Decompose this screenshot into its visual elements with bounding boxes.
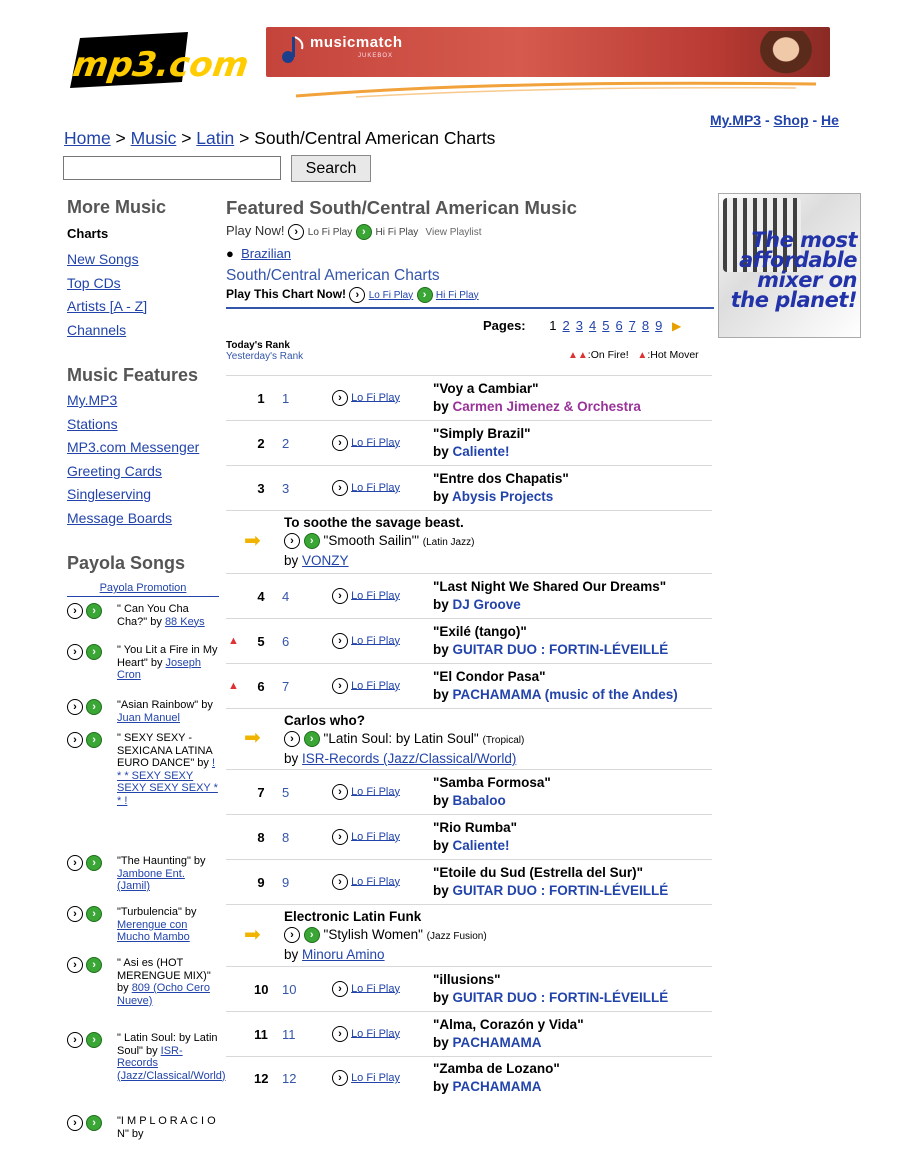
yesterday-rank: 2 xyxy=(282,435,290,451)
lofi-play-link[interactable]: Lo Fi Play xyxy=(351,679,400,692)
by-label: by xyxy=(433,641,449,657)
payola-artist-link[interactable]: 809 (Ocho Cero Nueve) xyxy=(117,982,210,1007)
today-rank: 4 xyxy=(257,588,265,604)
payola-item xyxy=(67,957,219,1027)
payola-artist-link[interactable]: Joseph Cron xyxy=(117,656,202,681)
hot-mover-icon: ▲ xyxy=(228,679,239,692)
lofi-play-link[interactable]: Lo Fi Play xyxy=(351,589,400,602)
hifi-play-icon[interactable]: › xyxy=(417,287,433,303)
today-rank: 8 xyxy=(257,829,265,845)
pagination xyxy=(483,318,681,333)
payola-item xyxy=(67,699,219,727)
payola-song: " SEXY SEXY - SEXICANA LATINA EURO DANCE" by xyxy=(117,732,213,769)
breadcrumb-current: South/Central American Charts xyxy=(254,128,496,148)
promo-title: To soothe the savage beast. xyxy=(284,515,464,530)
promo-row xyxy=(226,904,712,966)
play-icon[interactable]: › xyxy=(332,829,348,845)
play-icon[interactable]: › xyxy=(67,957,83,973)
by-label: by xyxy=(433,488,449,504)
banner-photo xyxy=(756,31,816,77)
on-fire-icon: ▲▲ xyxy=(568,350,588,361)
genre-bullet: ● Brazilian xyxy=(226,245,291,261)
top-link-help[interactable]: He xyxy=(821,112,839,128)
payola-promotion-link[interactable]: Payola Promotion xyxy=(99,582,187,594)
promo-title: Carlos who? xyxy=(284,713,366,728)
hifi-play-icon[interactable]: › xyxy=(86,957,102,973)
chart-row xyxy=(226,465,712,510)
sidebar-link-mymp3[interactable]: My.MP3 xyxy=(67,392,118,408)
by-label: by xyxy=(433,1079,449,1094)
chart-hifi-link[interactable]: Hi Fi Play xyxy=(435,289,479,301)
sidebar-link-message-boards[interactable]: Message Boards xyxy=(67,509,173,526)
hifi-play-icon[interactable]: › xyxy=(304,533,320,549)
hifi-play-icon[interactable]: › xyxy=(86,644,102,660)
search-button[interactable]: Search xyxy=(291,155,371,182)
promo-by: by xyxy=(284,751,299,766)
page-number[interactable]: 5 xyxy=(602,318,610,333)
payola-song: " Latin Soul: by Latin Soul" by xyxy=(117,1032,218,1057)
lofi-play-link[interactable]: Lo Fi Play xyxy=(351,875,400,888)
page-number[interactable]: 3 xyxy=(575,318,583,333)
today-rank: 1 xyxy=(257,390,265,406)
today-rank: 3 xyxy=(257,480,265,496)
play-icon[interactable]: › xyxy=(284,927,300,943)
play-icon[interactable]: › xyxy=(284,533,300,549)
artist-link[interactable]: PACHAMAMA xyxy=(452,1079,542,1094)
payola-song: " Asi es (HOT MERENGUE MIX)" by xyxy=(117,957,211,994)
song-title: "Entre dos Chapatis" xyxy=(433,470,569,486)
yesterday-rank: 12 xyxy=(282,1071,297,1086)
top-link-shop[interactable]: Shop xyxy=(773,112,809,128)
artist-link[interactable]: GUITAR DUO : FORTIN-LÉVEILLÉ xyxy=(452,882,669,898)
main-content xyxy=(226,197,714,309)
payola-item xyxy=(67,1032,226,1110)
artist-link[interactable]: GUITAR DUO : FORTIN-LÉVEILLÉ xyxy=(452,641,669,657)
promo-arrow-icon: ➡ xyxy=(244,727,261,749)
featured-play-row xyxy=(226,223,714,240)
artist-link[interactable]: Abysis Projects xyxy=(452,488,554,504)
page-number[interactable]: 7 xyxy=(628,318,636,333)
sidebar-link-channels[interactable]: Channels xyxy=(67,321,127,338)
chart-lofi-link[interactable]: Lo Fi Play xyxy=(368,289,414,301)
lofi-play-link[interactable]: Lo Fi Play xyxy=(351,634,400,647)
payola-item xyxy=(67,855,219,901)
song-title: "Zamba de Lozano" xyxy=(433,1061,560,1076)
play-icon[interactable]: › xyxy=(332,588,348,604)
payola-heading: Payola Songs xyxy=(67,553,186,573)
promo-artist-link[interactable]: Minoru Amino xyxy=(302,947,385,962)
artist-link[interactable]: PACHAMAMA (music of the Andes) xyxy=(452,686,678,702)
song-title: "illusions" xyxy=(433,971,501,987)
charts-heading: South/Central American Charts xyxy=(226,266,440,284)
sidebar-link-artists[interactable]: Artists [A - Z] xyxy=(67,298,148,314)
payola-song: "Asian Rainbow" by xyxy=(117,699,213,711)
rank-header xyxy=(226,340,303,362)
section-divider xyxy=(226,307,714,309)
yesterday-rank: 11 xyxy=(282,1026,296,1042)
promo-genre: (Jazz Fusion) xyxy=(426,931,487,942)
payola-songs xyxy=(67,553,226,1150)
payola-artist-link[interactable]: Juan Manuel xyxy=(117,711,180,724)
by-label: by xyxy=(433,882,449,898)
promo-arrow-icon: ➡ xyxy=(244,923,261,946)
sidebar-link-top-cds[interactable]: Top CDs xyxy=(67,274,121,291)
payola-item xyxy=(67,906,219,952)
today-rank: 5 xyxy=(257,633,265,649)
payola-song: " You Lit a Fire in My Heart" by xyxy=(117,644,218,669)
sidebar xyxy=(67,197,217,533)
play-icon[interactable]: › xyxy=(67,1032,83,1048)
payola-artist-link[interactable]: Merengue con Mucho Mambo xyxy=(117,918,190,943)
breadcrumb: Home > Music > Latin > South/Central American Charts xyxy=(64,128,496,148)
by-label: by xyxy=(433,443,449,459)
promo-arrow-icon: ➡ xyxy=(244,530,261,552)
promo-row xyxy=(226,708,712,769)
song-title: "El Condor Pasa" xyxy=(433,668,546,684)
lofi-play-link[interactable]: Lo Fi Play xyxy=(351,1071,400,1084)
by-label: by xyxy=(433,596,449,612)
sidebar-link-messenger[interactable]: MP3.com Messenger xyxy=(67,439,200,455)
artist-link[interactable]: DJ Groove xyxy=(452,596,521,612)
yesterday-rank: 7 xyxy=(282,678,290,694)
chart-row xyxy=(226,859,712,904)
yesterday-rank: 3 xyxy=(282,480,290,496)
promo-row xyxy=(226,510,712,573)
sidebar-link-new-songs[interactable]: New Songs xyxy=(67,251,139,267)
play-icon[interactable]: › xyxy=(284,731,300,747)
pages-label: Pages: xyxy=(483,318,526,333)
song-title: "Last Night We Shared Our Dreams" xyxy=(433,578,667,594)
payola-artist-link[interactable]: ! * * SEXY SEXY SEXY SEXY SEXY * * ! xyxy=(117,757,218,807)
payola-item xyxy=(67,1115,219,1145)
page-number[interactable]: 8 xyxy=(641,318,650,333)
breadcrumb-home[interactable]: Home xyxy=(64,128,111,148)
today-rank: 2 xyxy=(257,435,265,451)
lofi-play-link[interactable]: Lo Fi Play xyxy=(351,1027,400,1040)
hifi-play-icon[interactable]: › xyxy=(86,732,102,748)
play-icon[interactable]: › xyxy=(332,1026,348,1042)
promo-title: Electronic Latin Funk xyxy=(284,909,422,924)
play-icon[interactable]: › xyxy=(332,678,348,694)
hot-mover-icon: ▲ xyxy=(637,350,648,361)
on-fire-label: :On Fire! xyxy=(587,349,629,361)
chart-row xyxy=(226,966,712,1011)
genre-link-brazilian[interactable]: Brazilian xyxy=(241,245,291,261)
play-icon[interactable]: › xyxy=(332,874,348,890)
hot-mover-label: :Hot Mover xyxy=(647,349,699,361)
sidebar-link-singleserving[interactable]: Singleserving xyxy=(67,486,152,502)
featured-lofi-link[interactable]: Lo Fi Play xyxy=(307,227,353,238)
search-input[interactable] xyxy=(63,156,281,180)
top-link-mymp3[interactable]: My.MP3 xyxy=(710,112,762,128)
song-title: "Alma, Corazón y Vida" xyxy=(433,1016,584,1032)
chart-row xyxy=(226,1056,712,1100)
play-icon[interactable]: › xyxy=(332,390,348,406)
today-rank: 7 xyxy=(257,784,265,800)
today-rank: 6 xyxy=(257,678,265,694)
page-number[interactable]: 4 xyxy=(588,318,597,333)
artist-link[interactable]: Babaloo xyxy=(452,792,506,808)
page-number[interactable]: 6 xyxy=(615,318,623,333)
hifi-play-icon[interactable]: › xyxy=(86,1115,102,1131)
yesterday-rank: 8 xyxy=(282,829,290,845)
chart-row xyxy=(226,769,712,814)
play-icon[interactable]: › xyxy=(332,784,348,800)
payola-list xyxy=(67,603,226,1145)
view-playlist-link[interactable]: View Playlist xyxy=(425,227,482,238)
lofi-play-link[interactable]: Lo Fi Play xyxy=(351,982,400,995)
payola-song: "The Haunting" by xyxy=(117,855,206,867)
play-icon[interactable]: › xyxy=(67,699,83,715)
by-label: by xyxy=(433,792,449,808)
chart-rows xyxy=(226,375,712,1100)
hifi-play-icon[interactable]: › xyxy=(86,855,102,871)
hot-mover-icon: ▲ xyxy=(228,634,239,647)
chart-row xyxy=(226,375,712,420)
sidebar-link-stations[interactable]: Stations xyxy=(67,415,118,432)
promo-genre: (Latin Jazz) xyxy=(422,537,475,548)
today-rank: 12 xyxy=(254,1071,269,1086)
yesterday-rank: 6 xyxy=(282,633,290,649)
play-icon[interactable]: › xyxy=(67,1115,83,1131)
by-label: by xyxy=(433,686,449,702)
lofi-play-link[interactable]: Lo Fi Play xyxy=(351,436,400,449)
play-icon[interactable]: › xyxy=(332,981,348,997)
yesterday-rank: 9 xyxy=(282,874,290,890)
chart-row xyxy=(226,573,712,618)
payola-artist-link[interactable]: Jambone Ent. (Jamil) xyxy=(117,867,185,892)
promo-song: "Smooth Sailin'" xyxy=(323,533,419,548)
yesterday-rank: 5 xyxy=(282,784,290,800)
chart-row xyxy=(226,420,712,465)
artist-link[interactable]: Carmen Jimenez & Orchestra xyxy=(452,398,641,414)
by-label: by xyxy=(433,989,449,1005)
svg-text:mp3.com: mp3.com xyxy=(70,45,252,85)
payola-item xyxy=(67,732,219,850)
promo-genre: (Tropical) xyxy=(482,735,525,746)
chart-row xyxy=(226,814,712,859)
ad-text: The most affordable mixer on the planet! xyxy=(730,228,857,312)
lofi-play-link[interactable]: Lo Fi Play xyxy=(351,391,400,404)
banner-sub: JUKEBOX xyxy=(358,53,394,59)
play-chart-row xyxy=(226,287,714,303)
payola-song: "Turbulencia" by xyxy=(117,906,197,918)
music-features-heading: Music Features xyxy=(67,365,199,385)
payola-song: "I M P L O R A C I O N" by xyxy=(117,1115,216,1140)
page-number: 1 xyxy=(549,318,557,333)
play-icon[interactable]: › xyxy=(332,435,348,451)
featured-heading: Featured South/Central American Music xyxy=(226,197,577,218)
hifi-play-icon[interactable]: › xyxy=(356,224,372,240)
play-icon[interactable]: › xyxy=(288,224,304,240)
by-label: by xyxy=(433,837,449,853)
play-icon[interactable]: › xyxy=(67,603,83,619)
song-title: "Simply Brazil" xyxy=(433,425,531,441)
song-title: "Samba Formosa" xyxy=(433,774,551,790)
song-title: "Voy a Cambiar" xyxy=(433,380,539,396)
promo-artist-link[interactable]: ISR-Records (Jazz/Classical/World) xyxy=(302,751,517,766)
play-now-label: Play Now! xyxy=(226,223,285,238)
top-links: My.MP3 - Shop - He xyxy=(710,112,839,128)
next-page-arrow-icon[interactable]: ▶ xyxy=(672,319,682,333)
by-label: by xyxy=(433,1034,449,1050)
breadcrumb-latin[interactable]: Latin xyxy=(196,128,235,148)
artist-link[interactable]: Caliente! xyxy=(452,837,510,853)
banner-brand: musicmatch xyxy=(310,34,403,51)
play-chart-label: Play This Chart Now! xyxy=(226,286,347,301)
payola-song: " Can You Cha Cha?" by xyxy=(117,603,189,628)
promo-song: "Stylish Women" xyxy=(323,927,423,942)
more-music-heading: More Music xyxy=(67,197,167,217)
sidebar-link-greeting-cards[interactable]: Greeting Cards xyxy=(67,462,162,479)
artist-link[interactable]: GUITAR DUO : FORTIN-LÉVEILLÉ xyxy=(452,989,669,1005)
play-icon[interactable]: › xyxy=(349,287,365,303)
payola-artist-link[interactable]: ISR-Records (Jazz/Classical/World) xyxy=(117,1044,226,1082)
promo-by: by xyxy=(284,553,299,568)
hifi-play-icon[interactable]: › xyxy=(86,603,102,619)
chart-row xyxy=(226,1011,712,1056)
banner-swoosh-decoration xyxy=(296,76,816,98)
musicmatch-banner-ad[interactable] xyxy=(266,27,830,77)
by-label: by xyxy=(433,398,449,414)
play-icon[interactable]: › xyxy=(332,1070,348,1086)
promo-by: by xyxy=(284,947,299,962)
mp3com-logo[interactable] xyxy=(62,30,252,92)
promo-artist-link[interactable]: VONZY xyxy=(302,553,349,568)
play-icon[interactable]: › xyxy=(332,480,348,496)
hifi-play-icon[interactable]: › xyxy=(86,906,102,922)
play-icon[interactable]: › xyxy=(67,906,83,922)
mixer-ad[interactable] xyxy=(718,193,861,338)
hifi-play-icon[interactable]: › xyxy=(86,1032,102,1048)
page-number[interactable]: 2 xyxy=(562,318,570,333)
today-rank: 11 xyxy=(254,1026,268,1042)
yesterday-rank: 4 xyxy=(282,588,290,604)
today-rank: 9 xyxy=(257,874,265,890)
play-icon[interactable]: › xyxy=(332,633,348,649)
lofi-play-link[interactable]: Lo Fi Play xyxy=(351,830,400,843)
hifi-play-icon[interactable]: › xyxy=(304,731,320,747)
artist-link[interactable]: PACHAMAMA xyxy=(452,1034,542,1050)
today-rank: 10 xyxy=(254,981,269,997)
promo-song: "Latin Soul: by Latin Soul" xyxy=(323,731,479,746)
song-title: "Rio Rumba" xyxy=(433,819,518,835)
play-icon[interactable]: › xyxy=(67,855,83,871)
play-icon[interactable]: › xyxy=(67,644,83,660)
yesterday-rank: 10 xyxy=(282,981,297,997)
page-number[interactable]: 9 xyxy=(655,318,663,333)
play-icon[interactable]: › xyxy=(67,732,83,748)
payola-item xyxy=(67,644,219,694)
featured-hifi-link[interactable]: Hi Fi Play xyxy=(375,227,419,238)
song-title: "Etoile du Sud (Estrella del Sur)" xyxy=(433,864,644,880)
breadcrumb-music[interactable]: Music xyxy=(130,128,177,148)
chart-row xyxy=(226,618,712,663)
music-note-icon xyxy=(280,35,306,65)
lofi-play-link[interactable]: Lo Fi Play xyxy=(351,481,400,494)
hifi-play-icon[interactable]: › xyxy=(304,927,320,943)
chart-row xyxy=(226,663,712,708)
chart-legend xyxy=(568,349,699,361)
song-title: "Exilé (tango)" xyxy=(433,623,527,639)
lofi-play-link[interactable]: Lo Fi Play xyxy=(351,785,400,798)
yesterday-rank-label: Yesterday's Rank xyxy=(226,351,304,362)
hifi-play-icon[interactable]: › xyxy=(86,699,102,715)
today-rank-label: Today's Rank xyxy=(226,340,290,351)
payola-item xyxy=(67,603,219,639)
sidebar-current-charts: Charts xyxy=(67,226,109,241)
artist-link[interactable]: Caliente! xyxy=(452,443,510,459)
payola-artist-link[interactable]: 88 Keys xyxy=(164,615,205,628)
yesterday-rank: 1 xyxy=(282,390,290,406)
